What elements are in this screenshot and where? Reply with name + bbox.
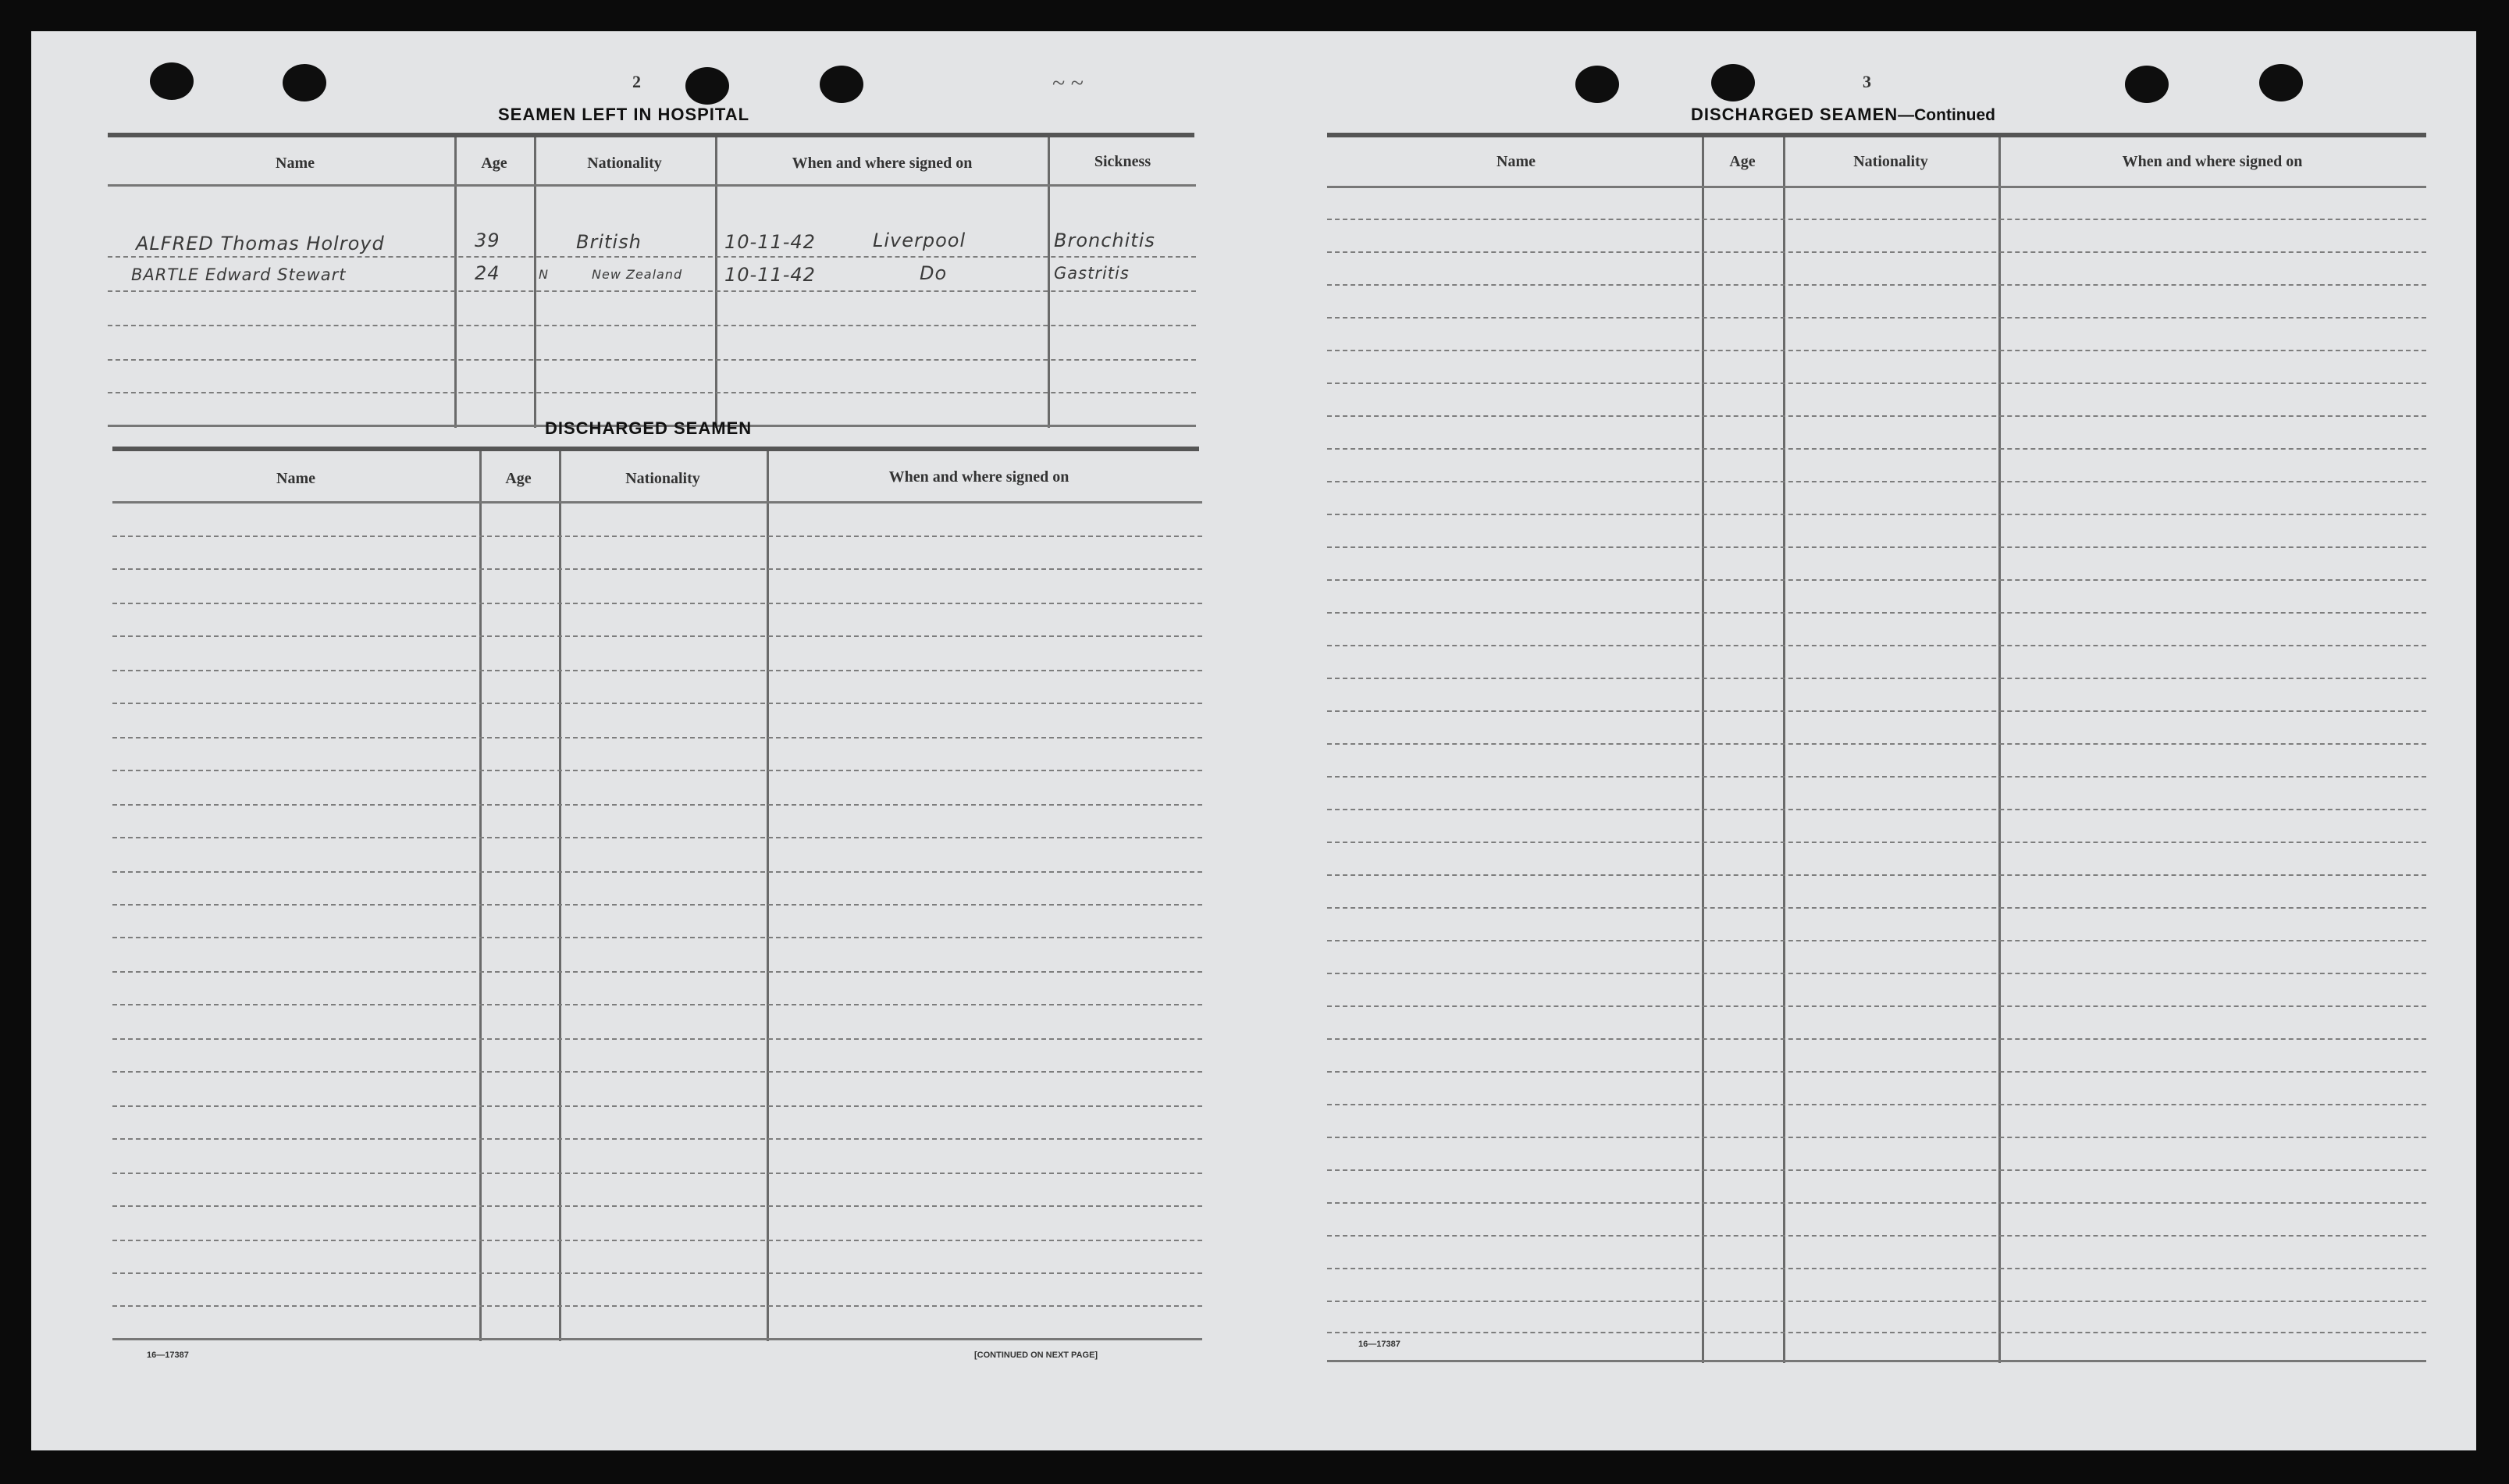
hospital-row-2-name: BARTLE Edward Stewart	[131, 265, 347, 284]
punch-hole	[685, 67, 729, 105]
discharged-col-name: Name	[276, 470, 315, 487]
discharged-col-signed-on: When and where signed on	[888, 468, 1069, 486]
hospital-section-title: SEAMEN LEFT IN HOSPITAL	[498, 105, 750, 124]
hospital-row-2-date: 10-11-42	[724, 264, 816, 286]
hospital-row-2-sickness: Gastritis	[1054, 264, 1130, 283]
discharged-col-nationality: Nationality	[625, 470, 700, 487]
hospital-row-2-age: 24	[475, 262, 500, 284]
hospital-col-signed-on: When and where signed on	[792, 155, 973, 172]
punch-hole	[150, 62, 194, 100]
punch-hole	[820, 66, 863, 103]
continued-col-name: Name	[1497, 153, 1536, 170]
hospital-col-name: Name	[276, 155, 315, 172]
discharged-continued-title-main: DISCHARGED SEAMEN	[1691, 105, 1899, 124]
hospital-row-1-date: 10-11-42	[724, 231, 816, 253]
discharged-continued-title	[1691, 105, 1995, 125]
discharged-section-title: DISCHARGED SEAMEN	[545, 418, 753, 438]
hospital-table	[108, 137, 1196, 428]
page-number-right: 3	[1863, 72, 1871, 91]
punch-hole	[283, 64, 326, 101]
punch-hole	[1711, 64, 1755, 101]
top-mark: ~ ~	[1052, 70, 1084, 96]
discharged-continued-title-suffix: —Continued	[1898, 106, 1995, 124]
punch-hole	[2125, 66, 2169, 103]
hospital-row-1-nationality: British	[576, 231, 642, 253]
hospital-row-1-age: 39	[475, 230, 500, 251]
hospital-row-1-sickness: Bronchitis	[1054, 230, 1155, 251]
form-code-right: 16—17387	[1358, 1340, 1400, 1349]
discharged-table-right	[1327, 137, 2426, 1366]
hospital-col-nationality: Nationality	[587, 155, 662, 172]
punch-hole	[2259, 64, 2303, 101]
discharged-table-left	[112, 451, 1202, 1344]
punch-hole	[1575, 66, 1619, 103]
hospital-row-2-nationality: New Zealand	[592, 267, 683, 282]
hospital-row-1-place: Liverpool	[873, 230, 966, 251]
discharged-col-age: Age	[505, 470, 532, 487]
hospital-row-2-nationality-mark: N	[539, 267, 549, 282]
manifest-sheet	[31, 31, 2476, 1450]
continued-col-age: Age	[1729, 153, 1756, 170]
hospital-col-age: Age	[481, 155, 507, 172]
page-number-left: 2	[632, 72, 641, 91]
continued-note: [CONTINUED ON NEXT PAGE]	[974, 1351, 1098, 1360]
hospital-row-2-place: Do	[920, 262, 948, 284]
hospital-row-1-name: ALFRED Thomas Holroyd	[136, 233, 385, 254]
continued-col-nationality: Nationality	[1853, 153, 1928, 170]
continued-col-signed-on: When and where signed on	[2122, 153, 2303, 170]
hospital-col-sickness: Sickness	[1094, 153, 1151, 170]
form-code-left: 16—17387	[147, 1351, 189, 1360]
